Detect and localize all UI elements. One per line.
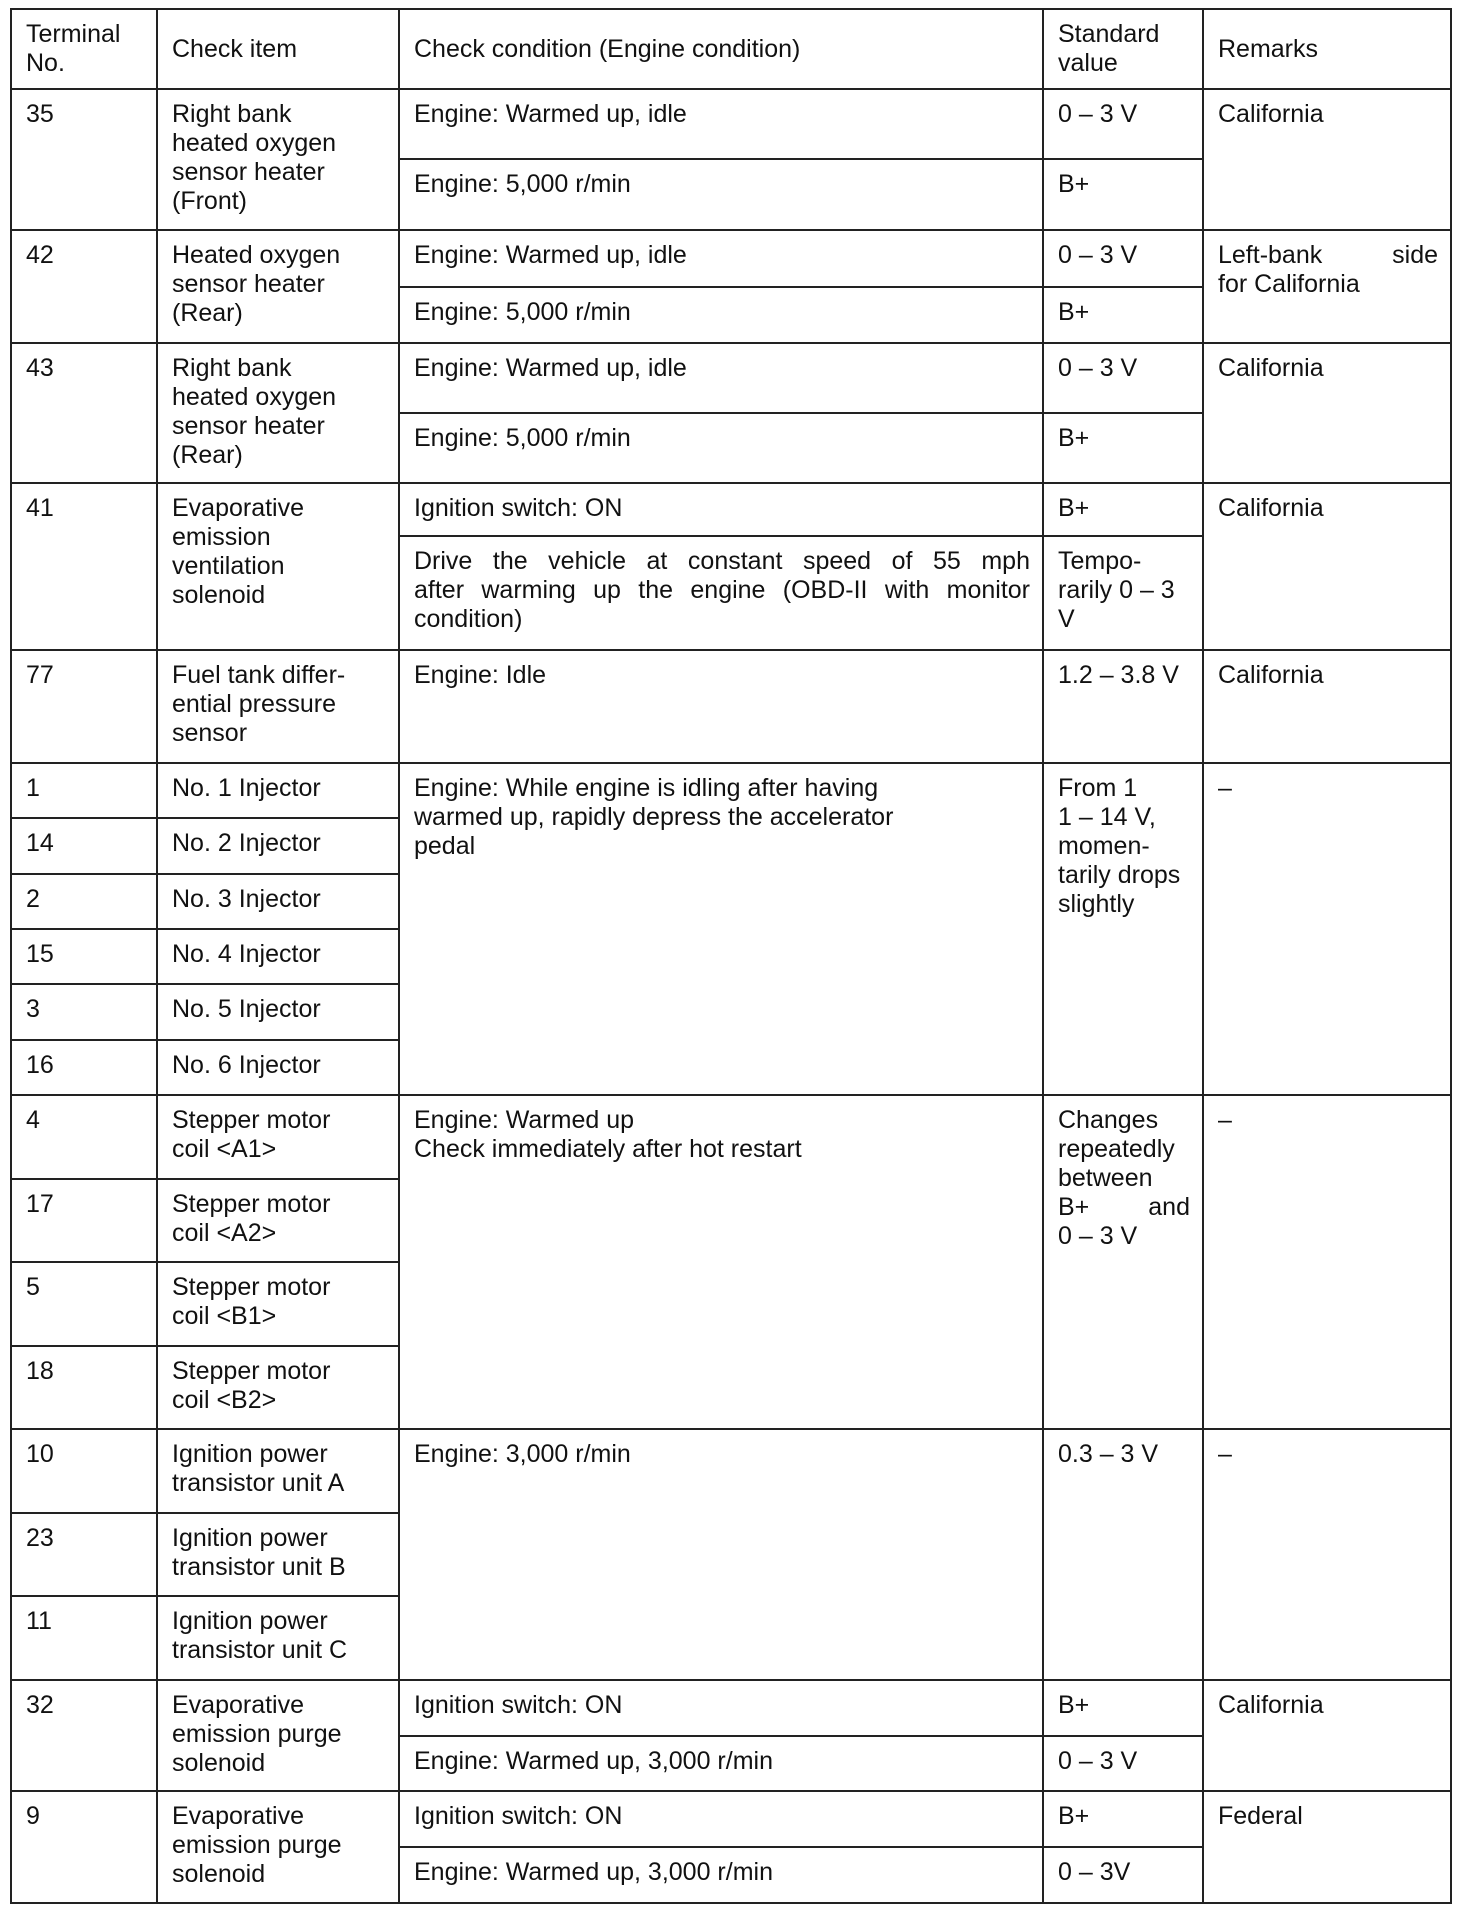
- terminal-number: 10: [11, 1429, 157, 1513]
- standard-value-line: 0 – 3 V: [1058, 353, 1138, 382]
- check-item: [157, 1513, 399, 1597]
- check-condition-line: Engine: 5,000 r/min: [414, 170, 631, 199]
- check-item: [157, 929, 399, 984]
- terminal-number: 17: [11, 1179, 157, 1263]
- check-condition: [399, 1847, 1043, 1903]
- check-item-line: coil <A2>: [172, 1218, 277, 1247]
- check-item-line: ventilation: [172, 552, 285, 581]
- standard-value: [1043, 89, 1203, 159]
- check-item: [157, 1346, 399, 1430]
- remarks: [1203, 89, 1451, 230]
- check-condition: [399, 483, 1043, 535]
- check-condition-line: Ignition switch: ON: [414, 494, 623, 523]
- remarks-line: –: [1218, 774, 1232, 803]
- terminal-number: 43: [11, 343, 157, 484]
- remarks-line: –: [1218, 1106, 1232, 1134]
- header-standard-line: Standard: [1058, 20, 1160, 48]
- check-item-line: coil <B1>: [172, 1302, 277, 1330]
- standard-value-line: B+: [1058, 298, 1090, 327]
- terminal-number: 4: [11, 1095, 157, 1179]
- remarks: [1203, 763, 1451, 1095]
- check-item: [157, 1095, 399, 1179]
- table-row: [11, 1680, 1451, 1736]
- standard-value: [1043, 343, 1203, 413]
- check-item: [157, 763, 399, 818]
- check-condition-line: pedal: [414, 832, 476, 861]
- standard-value: [1043, 763, 1203, 1095]
- terminal-number: 35: [11, 89, 157, 230]
- table-row: [11, 343, 1451, 413]
- table-row: [11, 483, 1451, 535]
- check-item: [157, 230, 399, 343]
- terminal-number: 5: [11, 1262, 157, 1346]
- header-row: [11, 9, 1451, 89]
- check-condition: [399, 230, 1043, 287]
- standard-value-line: B+: [1058, 423, 1090, 452]
- check-condition: [399, 763, 1043, 1095]
- check-condition-line: Engine: While engine is idling after having: [414, 774, 879, 803]
- check-condition-line: Engine: Warmed up: [414, 1106, 635, 1134]
- table-row: [11, 230, 1451, 287]
- terminal-number: 77: [11, 650, 157, 763]
- remarks-line: Federal: [1218, 1802, 1303, 1831]
- standard-value-line: repeatedly: [1058, 1135, 1175, 1163]
- standard-value-line: B+: [1058, 1690, 1090, 1719]
- standard-value-line: From 1: [1058, 774, 1138, 803]
- check-item-line: (Rear): [172, 298, 243, 327]
- standard-value-line: B+ and: [1058, 1193, 1190, 1221]
- check-item: [157, 1262, 399, 1346]
- header-standard-line: value: [1058, 49, 1118, 77]
- standard-value: [1043, 1680, 1203, 1736]
- standard-value: [1043, 287, 1203, 342]
- check-item-line: sensor heater: [172, 269, 325, 298]
- check-item-line: No. 3 Injector: [172, 884, 321, 913]
- check-condition: [399, 413, 1043, 483]
- terminal-number: 42: [11, 230, 157, 343]
- check-item-line: coil <B2>: [172, 1385, 277, 1414]
- check-condition: [399, 1429, 1043, 1680]
- check-item-line: No. 4 Injector: [172, 940, 321, 969]
- check-item-line: Evaporative: [172, 494, 305, 523]
- check-condition-line: Engine: 3,000 r/min: [414, 1440, 631, 1468]
- check-item-line: heated oxygen: [172, 129, 337, 157]
- standard-value-line: B+: [1058, 494, 1090, 523]
- check-item-line: Fuel tank differ-: [172, 661, 346, 690]
- check-item-line: (Front): [172, 187, 247, 215]
- remarks: [1203, 1791, 1451, 1903]
- check-condition-line: Engine: 5,000 r/min: [414, 423, 631, 452]
- check-item-line: solenoid: [172, 581, 266, 610]
- check-item: [157, 1040, 399, 1095]
- check-item-line: Ignition power: [172, 1607, 328, 1635]
- check-item-line: No. 1 Injector: [172, 774, 321, 803]
- remarks-line: Left-bank side: [1218, 240, 1438, 269]
- remarks-line: California: [1218, 661, 1324, 690]
- remarks: [1203, 483, 1451, 650]
- check-item-line: (Rear): [172, 440, 243, 469]
- check-item: [157, 1429, 399, 1513]
- check-item-line: sensor heater: [172, 158, 325, 186]
- table-row: [11, 650, 1451, 763]
- check-condition-line: warmed up, rapidly depress the accelerator: [414, 803, 894, 832]
- check-item: [157, 874, 399, 929]
- remarks: [1203, 1429, 1451, 1680]
- check-item-line: solenoid: [172, 1860, 266, 1889]
- standard-value-line: momen-: [1058, 832, 1150, 861]
- check-item-line: No. 2 Injector: [172, 829, 321, 858]
- spec-document: [10, 8, 1450, 1904]
- check-item: [157, 650, 399, 763]
- remarks-line: for California: [1218, 269, 1360, 298]
- standard-value: [1043, 1791, 1203, 1847]
- standard-value-line: B+: [1058, 1802, 1090, 1831]
- table-row: [11, 1429, 1451, 1513]
- check-item-line: Ignition power: [172, 1440, 328, 1468]
- check-item-line: solenoid: [172, 1748, 266, 1777]
- check-item-line: Right bank: [172, 353, 292, 382]
- check-item-line: transistor unit B: [172, 1552, 346, 1581]
- check-item: [157, 1179, 399, 1263]
- standard-value: [1043, 230, 1203, 287]
- remarks: [1203, 1095, 1451, 1429]
- check-item: [157, 1680, 399, 1792]
- check-condition-line: Engine: Warmed up, 3,000 r/min: [414, 1858, 773, 1887]
- remarks: [1203, 1680, 1451, 1792]
- terminal-number: 23: [11, 1513, 157, 1597]
- standard-value-line: 0 – 3 V: [1058, 1746, 1138, 1775]
- check-condition: [399, 1736, 1043, 1791]
- check-item: [157, 818, 399, 873]
- terminal-number: 18: [11, 1346, 157, 1430]
- check-condition: [399, 1791, 1043, 1847]
- check-item: [157, 984, 399, 1039]
- check-item: [157, 343, 399, 484]
- check-condition: [399, 1680, 1043, 1736]
- standard-value-line: B+: [1058, 170, 1090, 199]
- check-item-line: Ignition power: [172, 1523, 328, 1552]
- check-condition-line: Engine: Warmed up, 3,000 r/min: [414, 1746, 773, 1775]
- standard-value-line: 0.3 – 3 V: [1058, 1440, 1159, 1468]
- check-condition-line: Engine: Warmed up, idle: [414, 353, 687, 382]
- check-item-line: Heated oxygen: [172, 240, 341, 269]
- standard-value-line: tarily drops: [1058, 861, 1181, 890]
- terminal-number: 15: [11, 929, 157, 984]
- check-item-line: emission purge: [172, 1719, 342, 1748]
- check-item-line: Right bank: [172, 100, 292, 128]
- table-body: [11, 89, 1451, 1903]
- standard-value-line: 0 – 3 V: [1058, 100, 1138, 128]
- check-item-line: emission purge: [172, 1831, 342, 1860]
- standard-value: [1043, 159, 1203, 229]
- remarks-line: California: [1218, 100, 1324, 128]
- check-condition: [399, 650, 1043, 763]
- check-item-line: transistor unit C: [172, 1636, 348, 1664]
- standard-value-line: Tempo-: [1058, 546, 1142, 575]
- check-item: [157, 89, 399, 230]
- remarks-line: California: [1218, 494, 1324, 523]
- check-item-line: coil <A1>: [172, 1135, 277, 1163]
- standard-value-line: between: [1058, 1164, 1153, 1192]
- check-condition: [399, 89, 1043, 159]
- table-row: [11, 763, 1451, 818]
- standard-value: [1043, 1095, 1203, 1429]
- standard-value-line: slightly: [1058, 890, 1135, 919]
- standard-value: [1043, 1847, 1203, 1903]
- check-condition-line: Drive the vehicle at constant speed of 55 mph: [414, 546, 1030, 575]
- check-item-line: Stepper motor: [172, 1273, 331, 1301]
- check-condition-line: Ignition switch: ON: [414, 1802, 623, 1831]
- check-condition-line: condition): [414, 604, 523, 633]
- terminal-number: 2: [11, 874, 157, 929]
- table-row: [11, 1095, 1451, 1179]
- remarks: [1203, 343, 1451, 484]
- check-condition: [399, 159, 1043, 229]
- terminal-number: 41: [11, 483, 157, 650]
- standard-value-line: 1 – 14 V,: [1058, 803, 1156, 832]
- check-condition-line: after warming up the engine (OBD-II with monitor: [414, 575, 1030, 604]
- terminal-number: 1: [11, 763, 157, 818]
- terminal-check-table: [10, 8, 1452, 1904]
- check-item: [157, 1596, 399, 1680]
- remarks-line: California: [1218, 1690, 1324, 1719]
- check-item-line: Stepper motor: [172, 1189, 331, 1218]
- standard-value: [1043, 483, 1203, 535]
- header-terminal: [11, 9, 157, 89]
- check-condition-line: Engine: 5,000 r/min: [414, 298, 631, 327]
- terminal-number: 9: [11, 1791, 157, 1903]
- check-item-line: Evaporative: [172, 1690, 305, 1719]
- terminal-number: 16: [11, 1040, 157, 1095]
- check-item-line: Evaporative: [172, 1802, 305, 1831]
- terminal-number: 14: [11, 818, 157, 873]
- check-item: [157, 1791, 399, 1903]
- standard-value-line: Changes: [1058, 1106, 1159, 1134]
- standard-value-line: 0 – 3 V: [1058, 1222, 1138, 1250]
- check-item-line: transistor unit A: [172, 1469, 345, 1497]
- check-condition: [399, 536, 1043, 651]
- check-item-line: emission: [172, 523, 271, 552]
- check-condition: [399, 343, 1043, 413]
- check-item-line: ential pressure: [172, 690, 336, 719]
- remarks: [1203, 650, 1451, 763]
- check-item-line: sensor heater: [172, 411, 325, 440]
- standard-value: [1043, 536, 1203, 651]
- check-condition-line: Check immediately after hot restart: [414, 1135, 802, 1163]
- standard-value: [1043, 1736, 1203, 1791]
- header-check-condition: Check condition (Engine condition): [399, 9, 1043, 89]
- check-item-line: No. 6 Injector: [172, 1050, 321, 1079]
- check-condition-line: Engine: Warmed up, idle: [414, 240, 687, 269]
- check-condition: [399, 1095, 1043, 1429]
- check-item: [157, 483, 399, 650]
- standard-value: [1043, 650, 1203, 763]
- check-item-line: heated oxygen: [172, 382, 337, 411]
- header-terminal-line: No.: [26, 49, 65, 77]
- table-row: [11, 89, 1451, 159]
- check-item-line: Stepper motor: [172, 1106, 331, 1134]
- standard-value: [1043, 1429, 1203, 1680]
- standard-value-line: 0 – 3V: [1058, 1858, 1131, 1887]
- remarks-line: –: [1218, 1440, 1232, 1468]
- check-condition-line: Engine: Idle: [414, 661, 547, 690]
- check-item-line: No. 5 Injector: [172, 995, 321, 1024]
- standard-value: [1043, 413, 1203, 483]
- header-standard-value: [1043, 9, 1203, 89]
- terminal-number: 3: [11, 984, 157, 1039]
- header-terminal-line: Terminal: [26, 20, 121, 48]
- check-item-line: sensor: [172, 719, 248, 748]
- remarks: [1203, 230, 1451, 343]
- header-remarks: Remarks: [1203, 9, 1451, 89]
- standard-value-line: 1.2 – 3.8 V: [1058, 661, 1179, 690]
- standard-value-line: 0 – 3 V: [1058, 240, 1138, 269]
- terminal-number: 32: [11, 1680, 157, 1792]
- check-item-line: Stepper motor: [172, 1356, 331, 1385]
- remarks-line: California: [1218, 353, 1324, 382]
- standard-value-line: rarily 0 – 3: [1058, 575, 1175, 604]
- check-condition-line: Engine: Warmed up, idle: [414, 100, 687, 128]
- header-check-item: Check item: [157, 9, 399, 89]
- table-row: [11, 1791, 1451, 1847]
- terminal-number: 11: [11, 1596, 157, 1680]
- check-condition-line: Ignition switch: ON: [414, 1690, 623, 1719]
- standard-value-line: V: [1058, 604, 1075, 633]
- check-condition: [399, 287, 1043, 342]
